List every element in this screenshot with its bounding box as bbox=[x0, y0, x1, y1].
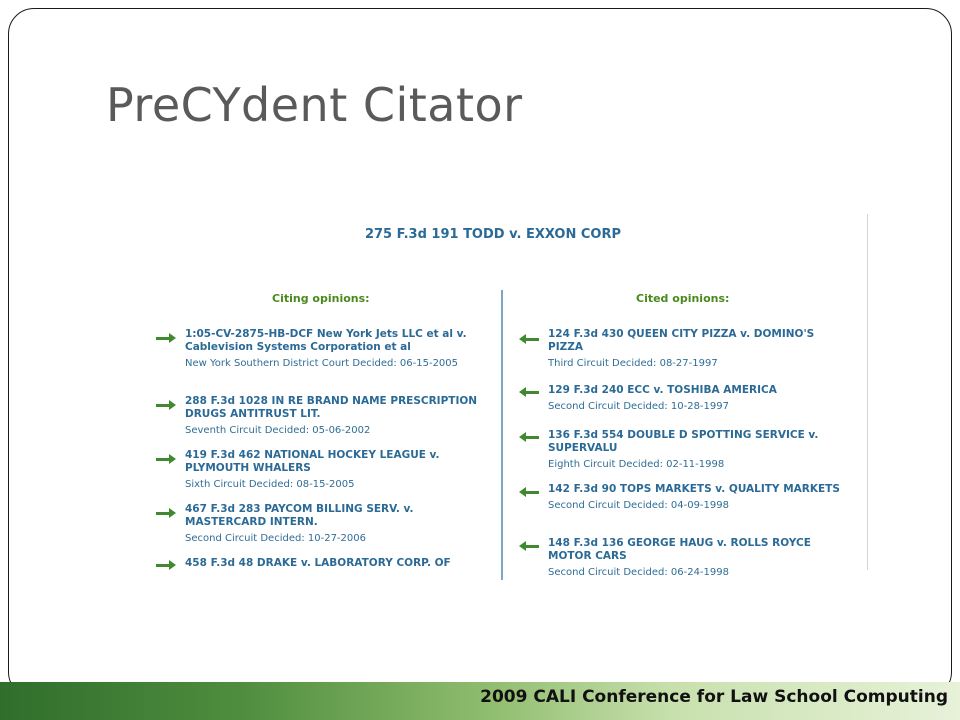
citing-opinion-cite[interactable]: 458 F.3d 48 DRAKE v. LABORATORY CORP. OF bbox=[185, 557, 451, 569]
citing-opinion-item[interactable] bbox=[185, 328, 485, 370]
cited-opinion-cite[interactable]: 136 F.3d 554 DOUBLE D SPOTTING SERVICE v. SUPERVALU bbox=[548, 429, 819, 454]
cited-opinion-cite[interactable]: 124 F.3d 430 QUEEN CITY PIZZA v. DOMINO'S PIZZA bbox=[548, 328, 815, 353]
cited-opinion-meta: Third Circuit Decided: 08-27-1997 bbox=[548, 358, 718, 369]
cited-opinion-cite[interactable]: 148 F.3d 136 GEORGE HAUG v. ROLLS ROYCE MOTOR CARS bbox=[548, 537, 811, 562]
cited-opinion-item[interactable] bbox=[548, 483, 848, 512]
citing-opinion-cite[interactable]: 1:05-CV-2875-HB-DCF New York Jets LLC et al v. Cablevision Systems Corporation et al bbox=[185, 328, 467, 353]
cited-opinion-item[interactable] bbox=[548, 537, 848, 579]
citing-opinion-cite[interactable]: 467 F.3d 283 PAYCOM BILLING SERV. v. MASTERCARD INTERN. bbox=[185, 503, 414, 528]
citing-arrow-icon bbox=[156, 400, 176, 410]
citing-opinion-item[interactable] bbox=[185, 449, 485, 491]
citing-opinion-cite[interactable]: 419 F.3d 462 NATIONAL HOCKEY LEAGUE v. PLYMOUTH WHALERS bbox=[185, 449, 440, 474]
cited-opinion-meta: Second Circuit Decided: 10-28-1997 bbox=[548, 401, 729, 412]
citing-arrow-icon bbox=[156, 508, 176, 518]
slide-title: PreCYdent Citator bbox=[106, 78, 523, 132]
cited-arrow-icon bbox=[519, 432, 539, 442]
citator-screenshot bbox=[138, 214, 870, 578]
cited-opinion-item[interactable] bbox=[548, 328, 848, 370]
cited-arrow-icon bbox=[519, 487, 539, 497]
cited-arrow-icon bbox=[519, 387, 539, 397]
cited-opinion-meta: Second Circuit Decided: 04-09-1998 bbox=[548, 500, 729, 511]
citing-arrow-icon bbox=[156, 454, 176, 464]
citing-opinion-item[interactable] bbox=[185, 557, 485, 573]
cited-opinion-item[interactable] bbox=[548, 384, 848, 413]
citing-opinion-meta: New York Southern District Court Decided: 06-15-2005 bbox=[185, 358, 459, 369]
cited-opinions-heading: Cited opinions: bbox=[636, 292, 730, 305]
cited-arrow-icon bbox=[519, 541, 539, 551]
cited-opinion-meta: Eighth Circuit Decided: 02-11-1998 bbox=[548, 459, 725, 470]
cited-arrow-icon bbox=[519, 334, 539, 344]
cited-opinion-meta: Second Circuit Decided: 06-24-1998 bbox=[548, 567, 729, 578]
footer-text: 2009 CALI Conference for Law School Computing bbox=[480, 687, 948, 707]
case-heading[interactable]: 275 F.3d 191 TODD v. EXXON CORP bbox=[364, 227, 622, 242]
footer-band bbox=[0, 682, 960, 720]
citing-opinion-item[interactable] bbox=[185, 503, 485, 545]
citing-arrow-icon bbox=[156, 560, 176, 570]
cited-opinion-cite[interactable]: 129 F.3d 240 ECC v. TOSHIBA AMERICA bbox=[548, 384, 777, 396]
citing-arrow-icon bbox=[156, 333, 176, 343]
panel-right-border bbox=[867, 214, 868, 570]
citing-opinions-heading: Citing opinions: bbox=[272, 292, 370, 305]
citing-opinion-item[interactable] bbox=[185, 395, 485, 437]
column-divider bbox=[501, 290, 503, 580]
cited-opinion-cite[interactable]: 142 F.3d 90 TOPS MARKETS v. QUALITY MARKETS bbox=[548, 483, 840, 495]
cited-opinion-item[interactable] bbox=[548, 429, 848, 471]
citing-opinion-meta: Sixth Circuit Decided: 08-15-2005 bbox=[185, 479, 355, 490]
citing-opinion-meta: Second Circuit Decided: 10-27-2006 bbox=[185, 533, 366, 544]
citing-opinion-meta: Seventh Circuit Decided: 05-06-2002 bbox=[185, 425, 371, 436]
citing-opinion-cite[interactable]: 288 F.3d 1028 IN RE BRAND NAME PRESCRIPTION DRUGS ANTITRUST LIT. bbox=[185, 395, 478, 420]
